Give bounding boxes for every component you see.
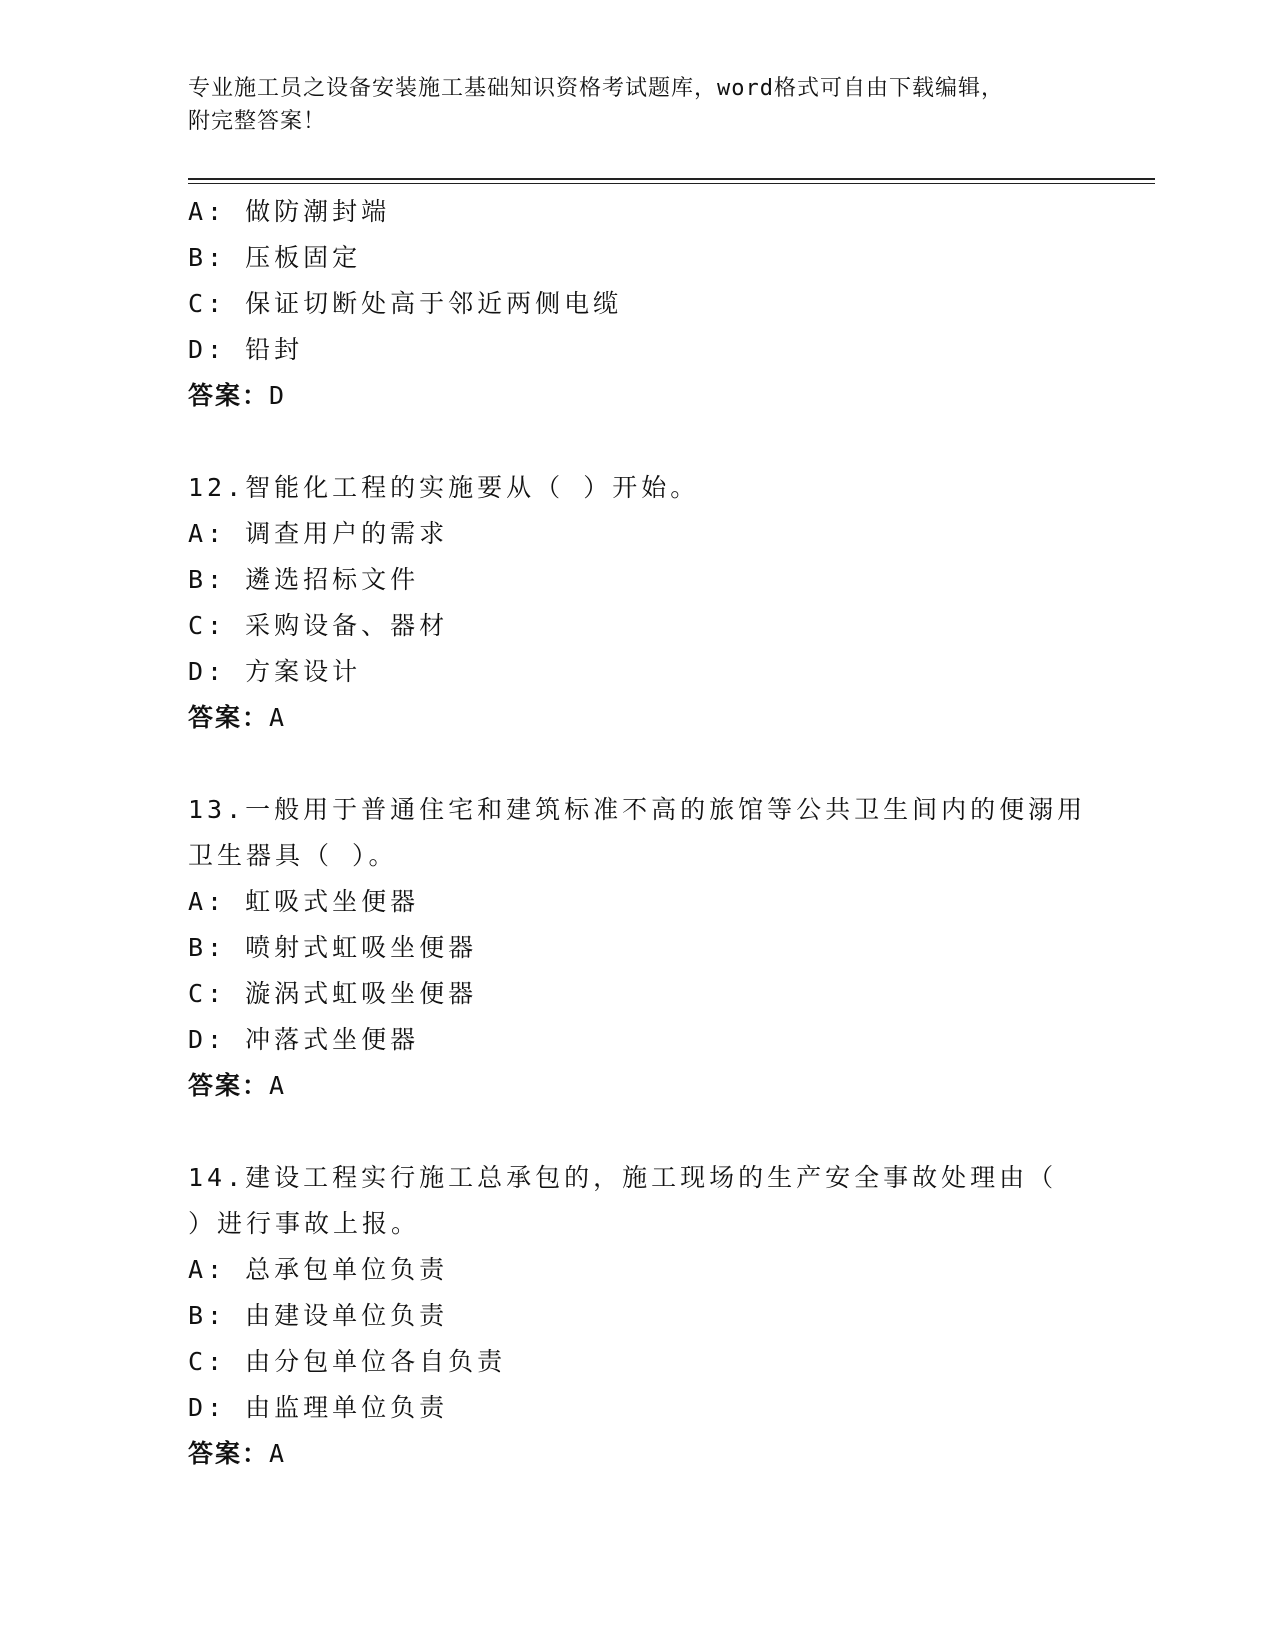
option-b: B: 喷射式虹吸坐便器 — [188, 933, 478, 962]
answer-line — [188, 373, 1088, 419]
option-c: C: 由分包单位各自负责 — [188, 1347, 507, 1376]
header-divider — [188, 178, 1155, 184]
question-partial — [188, 189, 1088, 419]
option-c: C: 采购设备、器材 — [188, 611, 449, 640]
question-text-line-1: 14.建设工程实行施工总承包的，施工现场的生产安全事故处理由（ — [188, 1163, 1058, 1192]
question-13 — [188, 787, 1088, 1109]
option-d: D: 铅封 — [188, 335, 304, 364]
answer-label: 答案： — [188, 1439, 270, 1468]
option-a: A: 虹吸式坐便器 — [188, 887, 420, 916]
answer-line — [188, 1063, 1088, 1109]
question-text-line-2: 卫生器具（ ）。 — [188, 841, 398, 870]
answer-line — [188, 1431, 1088, 1477]
question-text-line-1: 13.一般用于普通住宅和建筑标准不高的旅馆等公共卫生间内的便溺用 — [188, 795, 1087, 824]
option-d: D: 方案设计 — [188, 657, 362, 686]
option-c: C: 保证切断处高于邻近两侧电缆 — [188, 289, 623, 318]
option-b: B: 由建设单位负责 — [188, 1301, 449, 1330]
answer-value: A — [269, 1439, 286, 1468]
answer-value: A — [269, 1071, 286, 1100]
question-text-line-2: ）进行事故上报。 — [188, 1209, 421, 1238]
option-d: D: 冲落式坐便器 — [188, 1025, 420, 1054]
question-list — [188, 189, 1088, 1477]
header-line-1: 专业施工员之设备安装施工基础知识资格考试题库，word格式可自由下载编辑， — [188, 76, 1004, 101]
header-line-2: 附完整答案！ — [188, 109, 327, 134]
option-a: A: 调查用户的需求 — [188, 519, 449, 548]
option-d: D: 由监理单位负责 — [188, 1393, 449, 1422]
option-a: A: 做防潮封端 — [188, 197, 391, 226]
option-c: C: 漩涡式虹吸坐便器 — [188, 979, 478, 1008]
question-14 — [188, 1155, 1088, 1477]
answer-value: A — [269, 703, 286, 732]
question-text: 12.智能化工程的实施要从（ ）开始。 — [188, 473, 700, 502]
document-header — [188, 72, 1068, 138]
option-b: B: 遴选招标文件 — [188, 565, 420, 594]
question-12 — [188, 465, 1088, 741]
option-b: B: 压板固定 — [188, 243, 362, 272]
option-a: A: 总承包单位负责 — [188, 1255, 449, 1284]
answer-line — [188, 695, 1088, 741]
answer-label: 答案： — [188, 703, 270, 732]
answer-value: D — [269, 381, 286, 410]
answer-label: 答案： — [188, 1071, 270, 1100]
answer-label: 答案： — [188, 381, 270, 410]
